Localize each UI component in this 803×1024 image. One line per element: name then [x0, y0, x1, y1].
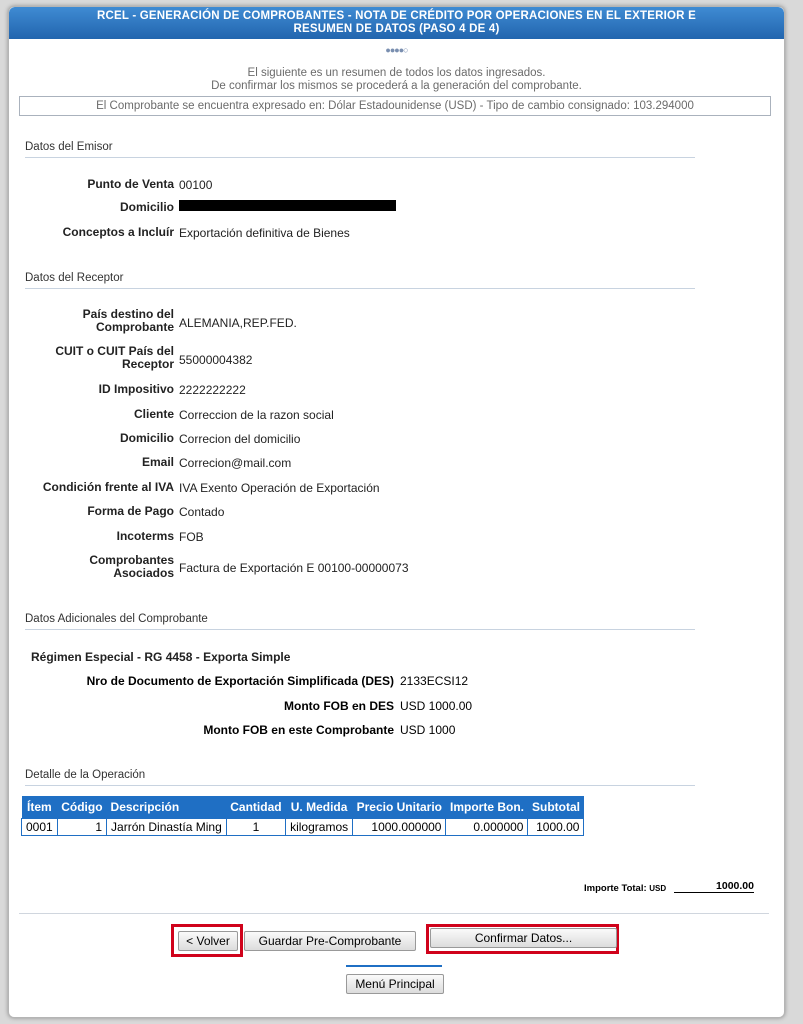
cell-unidad: kilogramos	[286, 819, 353, 836]
section-adicionales: Datos Adicionales del Comprobante	[25, 613, 695, 630]
form-panel: RCEL - GENERACIÓN DE COMPROBANTES - NOTA DE CRÉDITO POR OPERACIONES EN EL EXTERIOR E RESUMEN DE DATOS (PASO 4 DE 4) ●●●●○ El siguiente es un resumen de todos los datos ingresados. De confirmar los mismos se procederá a la generación del comprobante. El Comprobante se encuentra expresado en: Dólar Estadounidense (USD) - Tipo de cambio consignado: 103.294000 Datos del Emisor Punto de Venta 00100 Domicilio Conceptos a Incluír Exportación definitiva de Bienes Datos del Receptor País destino del Comprobante ALEMANIA,REP.FED. CUIT o CUIT País del Receptor 55000004382 ID Impositivo 2222222222 Cliente Correccion de la razon social Domicilio Correcion del domicilio Email Correcion@mail.com Condición frente al IVA IVA Exento Operación de Exportación Forma de Pago Contado Incoterms FOB Comprobantes Asociados Factura de Exportación E 00100-00000073 Datos Adicionales del Comprobante Régimen Especial - RG 4458 - Exporta Simple Nro de Documento de Exportación Simplificada (DES) 2133ECSI12 Monto FOB en DES USD 1000.00 Monto FOB en este Comprobante USD 1000 Detalle de la Operación Ítem Código Descripción Cantidad U. Medida Precio Unitario Importe Bon. Subtotal 0001 1 Jarrón Dinastía Ming 1 kilogramos 1000.000000 0.000000 1000.00 Importe Total: USD 1000.00 < Volver Guardar Pre-Comprobante Confirmar Datos... Menú Principal	[8, 6, 785, 1018]
redacted-address	[179, 200, 396, 211]
cell-cantidad: 1	[226, 819, 285, 836]
cell-subtotal: 1000.00	[528, 819, 584, 836]
col-codigo: Código	[57, 796, 106, 819]
volver-button[interactable]: < Volver	[178, 931, 238, 951]
currency-note: El Comprobante se encuentra expresado en: Dólar Estadounidense (USD) - Tipo de cambio consignado: 103.294000	[19, 96, 771, 116]
guardar-pre-comprobante-button[interactable]: Guardar Pre-Comprobante	[244, 931, 416, 951]
intro-text	[9, 67, 784, 93]
divider	[19, 913, 769, 914]
col-unidad: U. Medida	[286, 796, 353, 819]
section-emisor: Datos del Emisor	[25, 141, 695, 158]
col-precio: Precio Unitario	[353, 796, 446, 819]
confirmar-datos-button[interactable]: Confirmar Datos...	[430, 928, 617, 948]
intro-line-2: De confirmar los mismos se procederá a la generación del comprobante.	[211, 80, 582, 92]
menu-principal-button[interactable]: Menú Principal	[346, 974, 444, 994]
cell-descripcion: Jarrón Dinastía Ming	[107, 819, 227, 836]
detail-table	[21, 796, 584, 836]
cell-bonificacion: 0.000000	[446, 819, 528, 836]
cell-precio: 1000.000000	[353, 819, 446, 836]
progress-dots: ●●●●○	[385, 45, 408, 55]
header-title: RCEL - GENERACIÓN DE COMPROBANTES - NOTA DE CRÉDITO POR OPERACIONES EN EL EXTERIOR E	[97, 10, 696, 22]
col-subtotal: Subtotal	[528, 796, 584, 819]
cell-item: 0001	[22, 819, 58, 836]
section-receptor: Datos del Receptor	[25, 272, 695, 289]
col-descripcion: Descripción	[107, 796, 227, 819]
importe-total-amount: 1000.00	[674, 880, 754, 893]
table-row	[22, 819, 584, 836]
header-subtitle: RESUMEN DE DATOS (PASO 4 DE 4)	[293, 23, 500, 35]
intro-line-1: El siguiente es un resumen de todos los datos ingresados.	[247, 67, 546, 79]
table-header-row	[22, 796, 584, 819]
menu-divider	[346, 965, 442, 967]
importe-total: Importe Total: USD 1000.00	[584, 880, 754, 894]
section-detalle: Detalle de la Operación	[25, 769, 695, 786]
col-bonificacion: Importe Bon.	[446, 796, 528, 819]
regimen-especial: Régimen Especial - RG 4458 - Exporta Simple	[31, 650, 291, 664]
page-header	[9, 7, 784, 39]
col-cantidad: Cantidad	[226, 796, 285, 819]
col-item: Ítem	[22, 796, 58, 819]
cell-codigo: 1	[57, 819, 106, 836]
